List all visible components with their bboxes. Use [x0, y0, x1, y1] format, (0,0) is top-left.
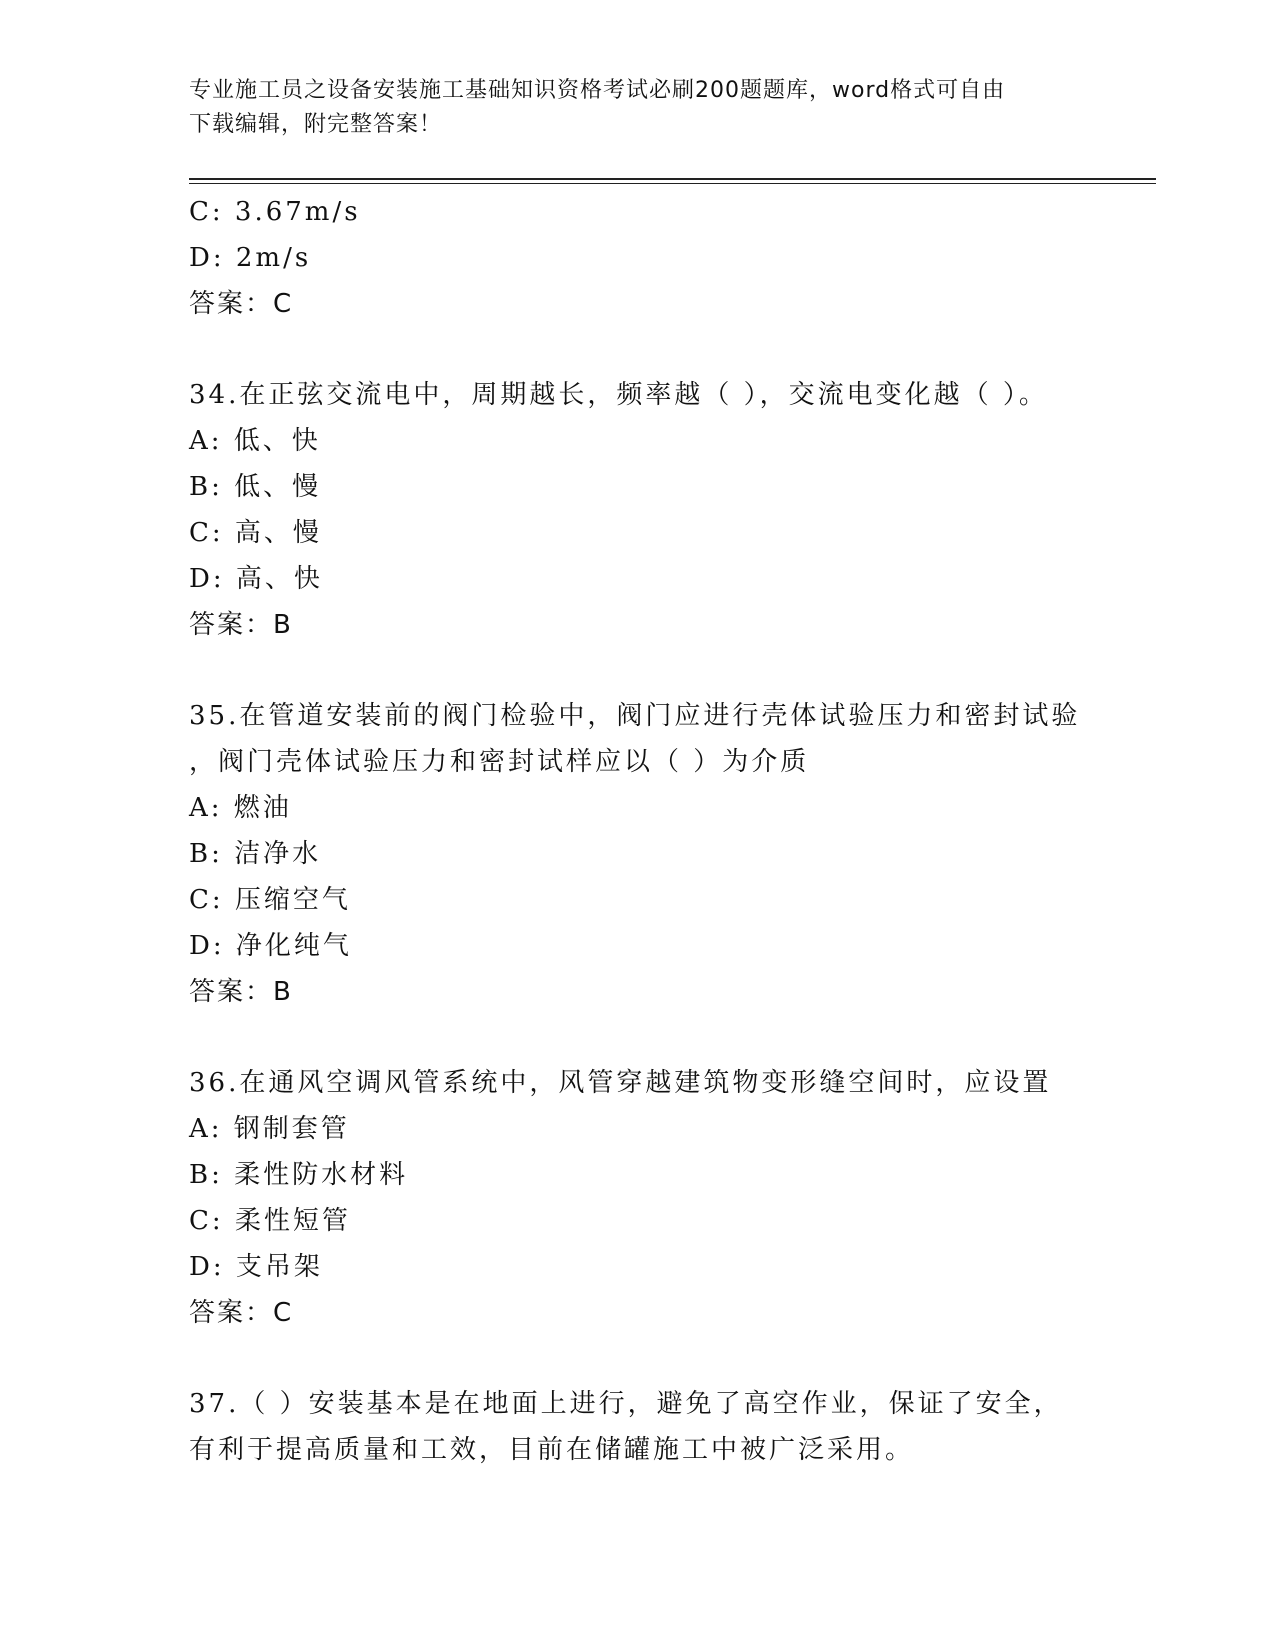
option-d: D: 支吊架 — [189, 1252, 323, 1282]
option-b: B: 洁净水 — [189, 839, 322, 869]
question-36 — [189, 1060, 1089, 1336]
question-35 — [189, 693, 1089, 1015]
answer: 答案：B — [189, 610, 293, 640]
question-stem-line-1: 37.（ ）安装基本是在地面上进行，避免了高空作业，保证了安全， — [189, 1389, 1063, 1419]
option-c: C: 高、慢 — [189, 518, 322, 548]
question-stem-line-1: 35.在管道安装前的阀门检验中，阀门应进行壳体试验压力和密封试验 — [189, 701, 1081, 731]
question-37 — [189, 1381, 1089, 1473]
option-b: B: 柔性防水材料 — [189, 1160, 409, 1190]
header-line-2: 下载编辑，附完整答案！ — [189, 112, 443, 137]
spacer — [189, 327, 1089, 372]
option-d: D: 高、快 — [189, 564, 323, 594]
option-a: A: 钢制套管 — [189, 1114, 350, 1144]
question-33-tail — [189, 189, 1089, 327]
answer: 答案：C — [189, 289, 294, 319]
option-d: D: 净化纯气 — [189, 931, 352, 961]
option-c: C: 压缩空气 — [189, 885, 351, 915]
question-stem-line-2: ，阀门壳体试验压力和密封试样应以（ ）为介质 — [189, 747, 810, 777]
spacer — [189, 648, 1089, 693]
option-b: B: 低、慢 — [189, 472, 322, 502]
option-a: A: 低、快 — [189, 426, 321, 456]
spacer — [189, 1336, 1089, 1381]
answer: 答案：B — [189, 977, 293, 1007]
option-c: C: 柔性短管 — [189, 1206, 351, 1236]
option-c: C: 3.67m/s — [189, 197, 361, 227]
header-line-1: 专业施工员之设备安装施工基础知识资格考试必刷200题题库，word格式可自由 — [189, 78, 1006, 103]
question-list — [189, 189, 1089, 1473]
document-header — [189, 74, 1069, 142]
question-34 — [189, 372, 1089, 648]
option-a: A: 燃油 — [189, 793, 292, 823]
question-stem: 36.在通风空调风管系统中，风管穿越建筑物变形缝空间时，应设置 — [189, 1068, 1052, 1098]
spacer — [189, 1015, 1089, 1060]
question-stem-line-2: 有利于提高质量和工效，目前在储罐施工中被广泛采用。 — [189, 1435, 915, 1465]
answer: 答案：C — [189, 1298, 294, 1328]
header-divider-thick — [189, 178, 1156, 180]
header-divider-thin — [189, 183, 1156, 184]
option-d: D: 2m/s — [189, 243, 312, 273]
question-stem: 34.在正弦交流电中，周期越长，频率越（ ），交流电变化越（ ）。 — [189, 380, 1048, 410]
